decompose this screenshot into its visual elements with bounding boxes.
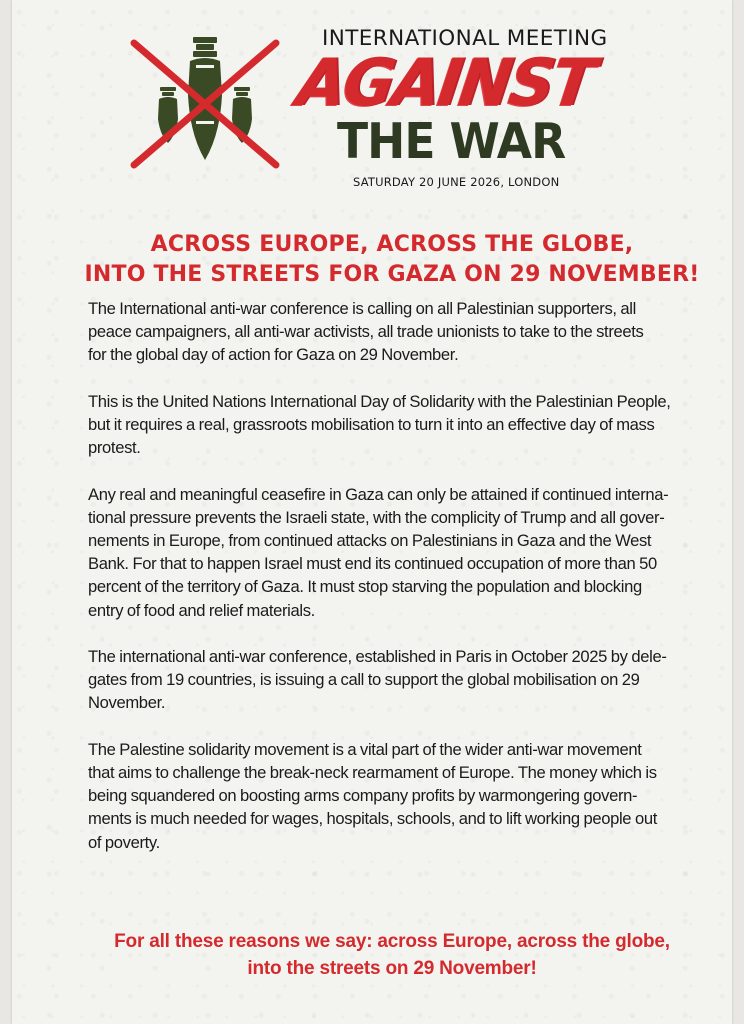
text-line: gates from 19 countries, is issuing a call to support the global mobilisation on 29	[88, 670, 640, 690]
text-line: tional pressure prevents the Israeli state, with the complicity of Trump and all gover-	[88, 507, 665, 527]
text-line: percent of the territory of Gaza. It must stop starving the population and blocking	[88, 577, 642, 597]
text-line: The Palestine solidarity movement is a vital part of the wider anti-war movement	[88, 739, 642, 759]
text-line: being squandered on boosting arms company profits by warmongering govern-	[88, 786, 638, 806]
closing-line-1: For all these reasons we say: across Europe, across the globe,	[114, 931, 670, 952]
closing-line-2: into the streets on 29 November!	[247, 958, 537, 979]
paragraph-5	[88, 738, 700, 854]
flyer-page	[12, 0, 732, 1024]
text-line: but it requires a real, grassroots mobilisation to turn it into an effective day of mass	[88, 415, 655, 434]
text-line: that aims to challenge the break-neck rearmament of Europe. The money which is	[88, 763, 657, 782]
text-line: Bank. For that to happen Israel must end its continued occupation of more than 50	[88, 554, 657, 574]
headline-line-1: ACROSS EUROPE, ACROSS THE GLOBE,	[150, 232, 634, 257]
headline	[52, 230, 732, 290]
paragraph-1	[88, 297, 700, 367]
closing-call	[42, 928, 742, 982]
text-line: Any real and meaningful ceasefire in Gaza can only be attained if continued interna-	[88, 484, 669, 504]
paragraph-3	[88, 483, 700, 622]
text-line: nements in Europe, from continued attacks on Palestinians in Gaza and the West	[88, 531, 652, 550]
event-date-location: SATURDAY 20 JUNE 2026, LONDON	[353, 175, 560, 189]
text-line: for the global day of action for Gaza on 29 November.	[88, 345, 459, 365]
text-line: This is the United Nations International Day of Solidarity with the Palestinian People,	[88, 391, 671, 411]
text-line: entry of food and relief materials.	[88, 600, 315, 620]
title-the-war: THE WAR	[337, 113, 566, 170]
paragraph-2	[88, 390, 700, 460]
text-line: The international anti-war conference, established in Paris in October 2025 by dele-	[88, 647, 667, 666]
crossed-out-bombs-icon	[130, 35, 280, 170]
paragraph-4	[88, 645, 700, 715]
text-line: peace campaigners, all anti-war activists, all trade unionists to take to the streets	[88, 322, 644, 342]
title-against: AGAINST	[292, 44, 599, 121]
text-line: of poverty.	[88, 832, 160, 852]
text-line: ments is much needed for wages, hospitals, schools, and to lift working people out	[88, 809, 657, 829]
body-text	[88, 297, 700, 877]
text-line: protest.	[88, 438, 141, 458]
headline-line-2: INTO THE STREETS FOR GAZA ON 29 NOVEMBER!	[84, 262, 700, 287]
text-line: November.	[88, 693, 166, 713]
meeting-label: INTERNATIONAL MEETING	[322, 26, 608, 51]
text-line: The International anti-war conference is calling on all Palestinian supporters, all	[88, 299, 636, 318]
